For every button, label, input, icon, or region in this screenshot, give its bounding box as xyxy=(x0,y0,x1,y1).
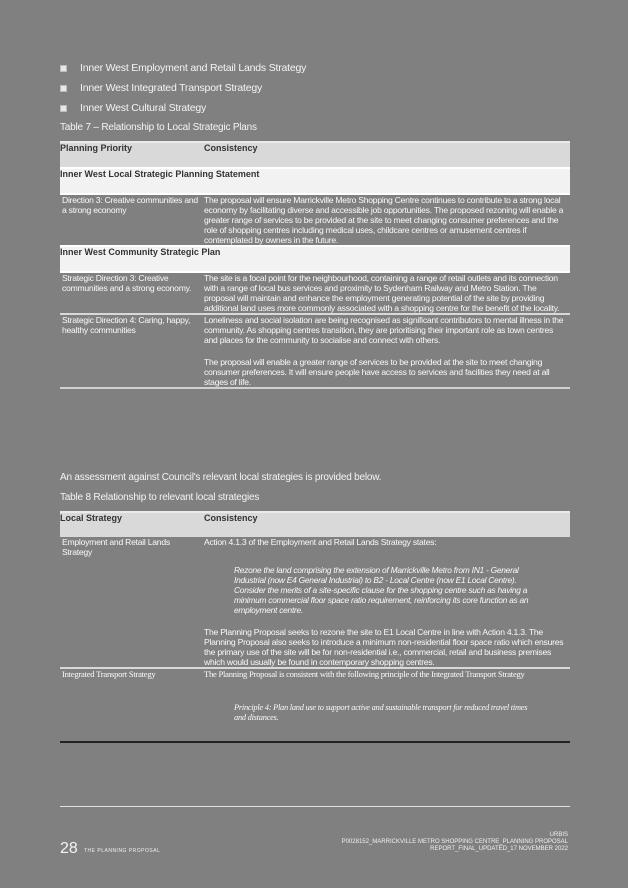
bullet-item xyxy=(58,58,558,78)
local-strategy-cell: Integrated Transport Strategy xyxy=(60,668,204,742)
header-local-strategy: Local Strategy xyxy=(60,512,204,537)
quoted-action: Rezone the land comprising the extension of Marrickville Metro from IN1 - General Industrial (now E4 General Industrial) to B2 - Local Centre (now E1 Local Centre). Consider the merits of a site-specific clause for the shopping centre such as having a minimum commercial floor space ratio requirement, reinforcing its core function as an employment centre. xyxy=(234,565,529,615)
footer-document-reference xyxy=(342,832,568,853)
consistency-cell xyxy=(204,668,570,742)
bullet-item xyxy=(58,78,558,98)
consistency-paragraph: Action 4.1.3 of the Employment and Retail Lands Strategy states: xyxy=(204,537,437,547)
table-row xyxy=(60,537,570,668)
table-header-row xyxy=(60,142,570,168)
footer-section-label: THE PLANNING PROPOSAL xyxy=(84,848,161,854)
consistency-paragraph: Loneliness and social isolation are being recognised as significant contributors to mental illness in the community. As shopping centres transition, they are prioritising their important role as town centres and places for the community to socialise and connect with others. xyxy=(204,315,564,345)
consistency-paragraph: The proposal will enable a greater range of services to be provided at the site to meet changing consumer preferences. It will ensure people have access to services and facilities they need at all stages of life. xyxy=(204,357,550,387)
square-bullet-icon xyxy=(60,105,67,112)
local-strategy-cell: Employment and Retail Lands Strategy xyxy=(62,537,170,557)
section-row xyxy=(60,246,570,272)
table-header-row xyxy=(60,512,570,537)
bullet-text: Inner West Employment and Retail Lands Strategy xyxy=(80,62,307,74)
footer-divider xyxy=(60,806,570,807)
section-title: Inner West Community Strategic Plan xyxy=(60,246,570,272)
local-strategic-plans-table xyxy=(60,141,570,389)
table-row xyxy=(60,314,570,388)
footer-reference-line: P0028152_MARRICKVILLE METRO SHOPPING CENTRE_PLANNING PROPOSAL xyxy=(341,839,568,845)
consistency-paragraph: The Planning Proposal seeks to rezone the site to E1 Local Centre in line with Action 4.1.3. The Planning Proposal also seeks to introduce a minimum non-residential floor space ratio which ensures the primary use of the site will be for non-residential i.e., commercial, retail and business premises which would usually be found in contemporary shopping centres. xyxy=(204,627,564,667)
consistency-cell: The proposal will ensure Marrickville Metro Shopping Centre continues to contribute to a strong local economy by facilitating diverse and accessible job opportunities. The proposed rezoning will enable a greater range of services to be provided at the site to meet changing consumer preferences and the role of shopping centres including medical uses, childcare centres or amusement centres if contemplated by owners in the future. xyxy=(204,195,564,245)
consistency-paragraph: The Planning Proposal is consistent with the following principle of the Integrated Transport Strategy xyxy=(204,669,525,679)
header-consistency: Consistency xyxy=(204,512,570,537)
bullet-item xyxy=(58,98,558,118)
table7-caption: Table 7 – Relationship to Local Strategic Plans xyxy=(60,122,257,133)
strategy-bullet-list xyxy=(58,58,558,118)
bullet-text: Inner West Integrated Transport Strategy xyxy=(80,82,263,94)
bullet-text: Inner West Cultural Strategy xyxy=(80,102,207,114)
intro-paragraph: An assessment against Council's relevant local strategies is provided below. xyxy=(60,472,382,483)
planning-priority-cell: Direction 3: Creative communities and a strong economy xyxy=(62,195,198,215)
local-strategies-table xyxy=(60,511,570,743)
section-row xyxy=(60,168,570,194)
quoted-principle: Principle 4: Plan land use to support active and sustainable transport for reduced travel times and distances. xyxy=(234,703,528,722)
header-consistency: Consistency xyxy=(204,142,570,168)
consistency-cell xyxy=(204,537,570,668)
planning-priority-cell: Strategic Direction 4: Caring, happy, healthy communities xyxy=(60,314,204,388)
square-bullet-icon xyxy=(60,65,67,72)
page-number: 28 xyxy=(60,840,78,857)
planning-priority-cell: Strategic Direction 3: Creative communities and a strong economy. xyxy=(62,273,192,293)
consistency-cell: The site is a focal point for the neighbourhood, containing a range of retail outlets and its connection with a range of local bus services and proximity to Sydenham Railway and Metro Station. The proposal will maintain and enhance the employment generating potential of the site by providing additional land uses more commonly associated with a shopping centre for the benefit of the locality. xyxy=(204,273,560,313)
table-row xyxy=(60,668,570,742)
header-planning-priority: Planning Priority xyxy=(60,142,204,168)
footer-brand: URBIS xyxy=(549,832,568,838)
table-row xyxy=(60,194,570,246)
square-bullet-icon xyxy=(60,85,67,92)
table-row xyxy=(60,272,570,314)
table8-caption: Table 8 Relationship to relevant local strategies xyxy=(60,492,260,503)
consistency-cell xyxy=(204,314,570,388)
section-title: Inner West Local Strategic Planning Statement xyxy=(60,168,570,194)
footer-reference-line: REPORT_FINAL_UPDATED_17 NOVEMBER 2022 xyxy=(430,846,568,852)
